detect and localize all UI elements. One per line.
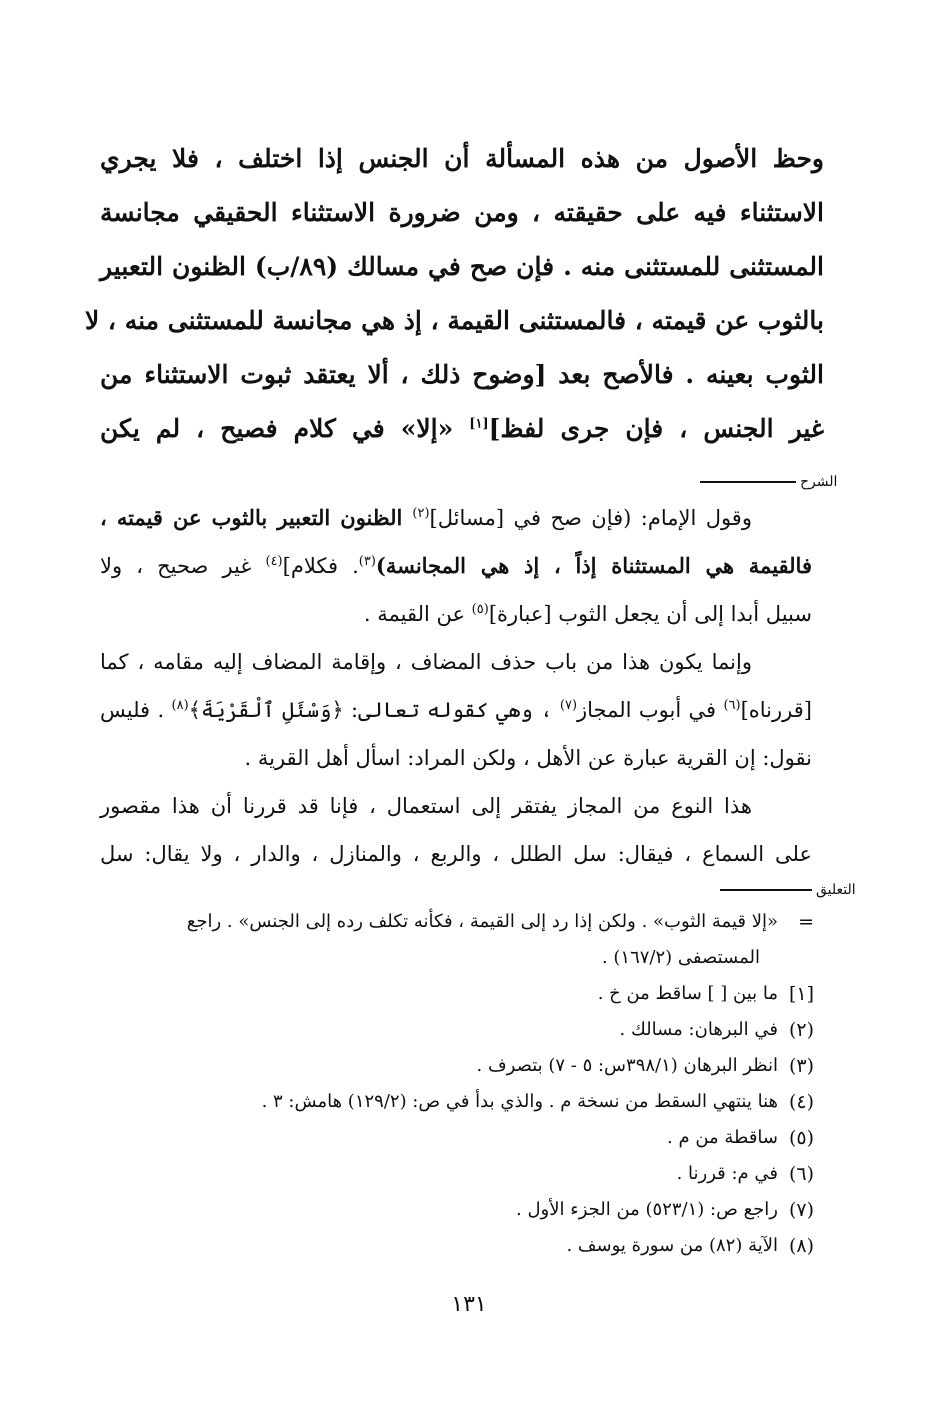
main-line-part: «إلا» في كلام فصيح ، لم يكن: [100, 414, 454, 443]
footnote-continuation: [180, 904, 814, 940]
footnote-ref: (٢): [412, 506, 430, 521]
footnote-number: (٥): [788, 1127, 814, 1149]
commentary-fragment: وقول الإمام: (فإن صح في [مسائل]: [429, 506, 752, 530]
commentary-line: نقول: إن القرية عبارة عن الأهل ، ولكن المراد: اسأل أهل القرية .: [244, 746, 812, 770]
footnotes: [180, 904, 814, 1264]
footnote-ref: (٧): [559, 698, 578, 713]
footnote-item: [180, 1048, 814, 1084]
footnote-ref: (٥): [471, 602, 489, 617]
footnote-text: هنا ينتهي السقط من نسخة م . والذي بدأ في ص: (١٢٩/٢) هامش: ٣ .: [261, 1091, 778, 1112]
footnote-item: [180, 1012, 814, 1048]
commentary-paragraph: [100, 494, 812, 638]
commentary-line: [100, 590, 812, 638]
footnote-item: [180, 1156, 814, 1192]
commentary-line: وإنما يكون هذا من باب حذف المضاف ، وإقامة المضاف إليه مقامه ، كما: [100, 650, 752, 674]
commentary-line: على السماع ، فيقال: سل الطلل ، والربع ، والمنازل ، والدار ، ولا يقال: سل: [100, 842, 812, 866]
main-text: [84, 132, 824, 456]
footnote-text: راجع ص: (٥٢٣/١) من الجزء الأول .: [516, 1199, 778, 1220]
page-number: ١٣١: [451, 1292, 487, 1317]
commentary-fragment: [قررناه]: [740, 698, 812, 722]
footnote-ref: [١]: [469, 416, 489, 432]
footnote-item: [180, 976, 814, 1012]
footnote-item: [180, 1120, 814, 1156]
footnote-text: انظر البرهان (٣٩٨/١س: ٥ - ٧) بتصرف .: [476, 1055, 778, 1076]
footnote-number: (٢): [788, 1019, 814, 1041]
main-line: [100, 402, 824, 456]
footnote-number: (٤): [788, 1091, 814, 1113]
footnote-text: ساقطة من م .: [667, 1127, 778, 1148]
commentary-fragment: في أبوب المجاز: [577, 698, 724, 722]
main-line: وحظ الأصول من هذه المسألة أن الجنس إذا اختلف ، فلا يجري: [100, 144, 824, 173]
footnote-ref: (٨): [171, 698, 189, 713]
sharh-label: الشرح: [800, 474, 838, 490]
footnote-number: (٦): [788, 1163, 814, 1185]
commentary-fragment: فالقيمة هي المستثناة إذاً ، إذ هي المجانسة): [375, 553, 812, 578]
separator-rule: [720, 889, 812, 891]
commentary-fragment: . فليس: [100, 698, 172, 722]
footnote-item: [180, 1084, 814, 1120]
commentary-paragraph: [100, 782, 812, 878]
continuation-mark: =: [798, 911, 814, 933]
main-line: الثوب بعينه . فالأصح بعد [وضوح ذلك ، ألا يعتقد ثبوت الاستثناء من: [100, 360, 824, 389]
main-line: بالثوب عن قيمته ، فالمستثنى القيمة ، إذ هي مجانسة للمستثنى منه ، لا: [84, 306, 824, 335]
footnote-item: [180, 1192, 814, 1228]
footnote-text: في م: قررنا .: [676, 1163, 778, 1184]
sharh-separator: [700, 474, 837, 490]
quran-verse: ، وهي كقوله تعالى: ﴿وَسْئَلِ ٱلْقَرْيَةَ﴾: [188, 698, 560, 722]
taliq-separator: [720, 882, 856, 898]
footnote-number: (٧): [788, 1199, 814, 1221]
footnote-ref: (٤): [265, 554, 283, 569]
footnote-text: «إلا قيمة الثوب» . ولكن إذا رد إلى القيمة ، فكأنه تكلف رده إلى الجنس» . راجع: [186, 911, 778, 932]
commentary-line: هذا النوع من المجاز يفتقر إلى استعمال ، فإنا قد قررنا أن هذا مقصور: [100, 794, 752, 818]
footnote-item: [180, 1228, 814, 1264]
commentary-paragraph: [100, 638, 812, 782]
footnote-ref: (٦): [723, 698, 741, 713]
taliq-label: التعليق: [816, 882, 856, 898]
commentary-fragment: عن القيمة .: [363, 602, 472, 626]
commentary-line: [100, 494, 812, 542]
main-line: المستثنى للمستثنى منه . فإن صح في مسالك (٨٩/ب) الظنون التعبير: [100, 252, 824, 281]
commentary-text: [100, 494, 812, 878]
footnote-continuation: [180, 940, 814, 976]
separator-rule: [700, 481, 796, 483]
footnote-number: (٣): [788, 1055, 814, 1077]
footnote-text: المستصفى (١٦٧/٢) .: [601, 947, 760, 968]
footnote-text: الآية (٨٢) من سورة يوسف .: [566, 1235, 778, 1256]
commentary-fragment: . فكلام]: [282, 554, 359, 578]
footnote-text: ما بين [ ] ساقط من خ .: [597, 983, 778, 1004]
commentary-line: [100, 686, 812, 734]
footnote-text: في البرهان: مسالك .: [619, 1019, 778, 1040]
main-line-part: غير الجنس ، فإن جرى لفظ]: [488, 414, 824, 443]
commentary-fragment: غير صحيح ، ولا: [100, 554, 266, 578]
footnote-ref: (٣): [358, 554, 376, 569]
footnote-number: (٨): [788, 1235, 814, 1257]
main-line: الاستثناء فيه على حقيقته ، ومن ضرورة الاستثناء الحقيقي مجانسة: [100, 198, 824, 227]
commentary-fragment: سبيل أبدا إلى أن يجعل الثوب [عبارة]: [488, 602, 812, 626]
commentary-fragment: الظنون التعبير بالثوب عن قيمته ،: [100, 505, 413, 530]
footnote-number: [١]: [788, 983, 814, 1005]
commentary-line: [100, 542, 812, 590]
